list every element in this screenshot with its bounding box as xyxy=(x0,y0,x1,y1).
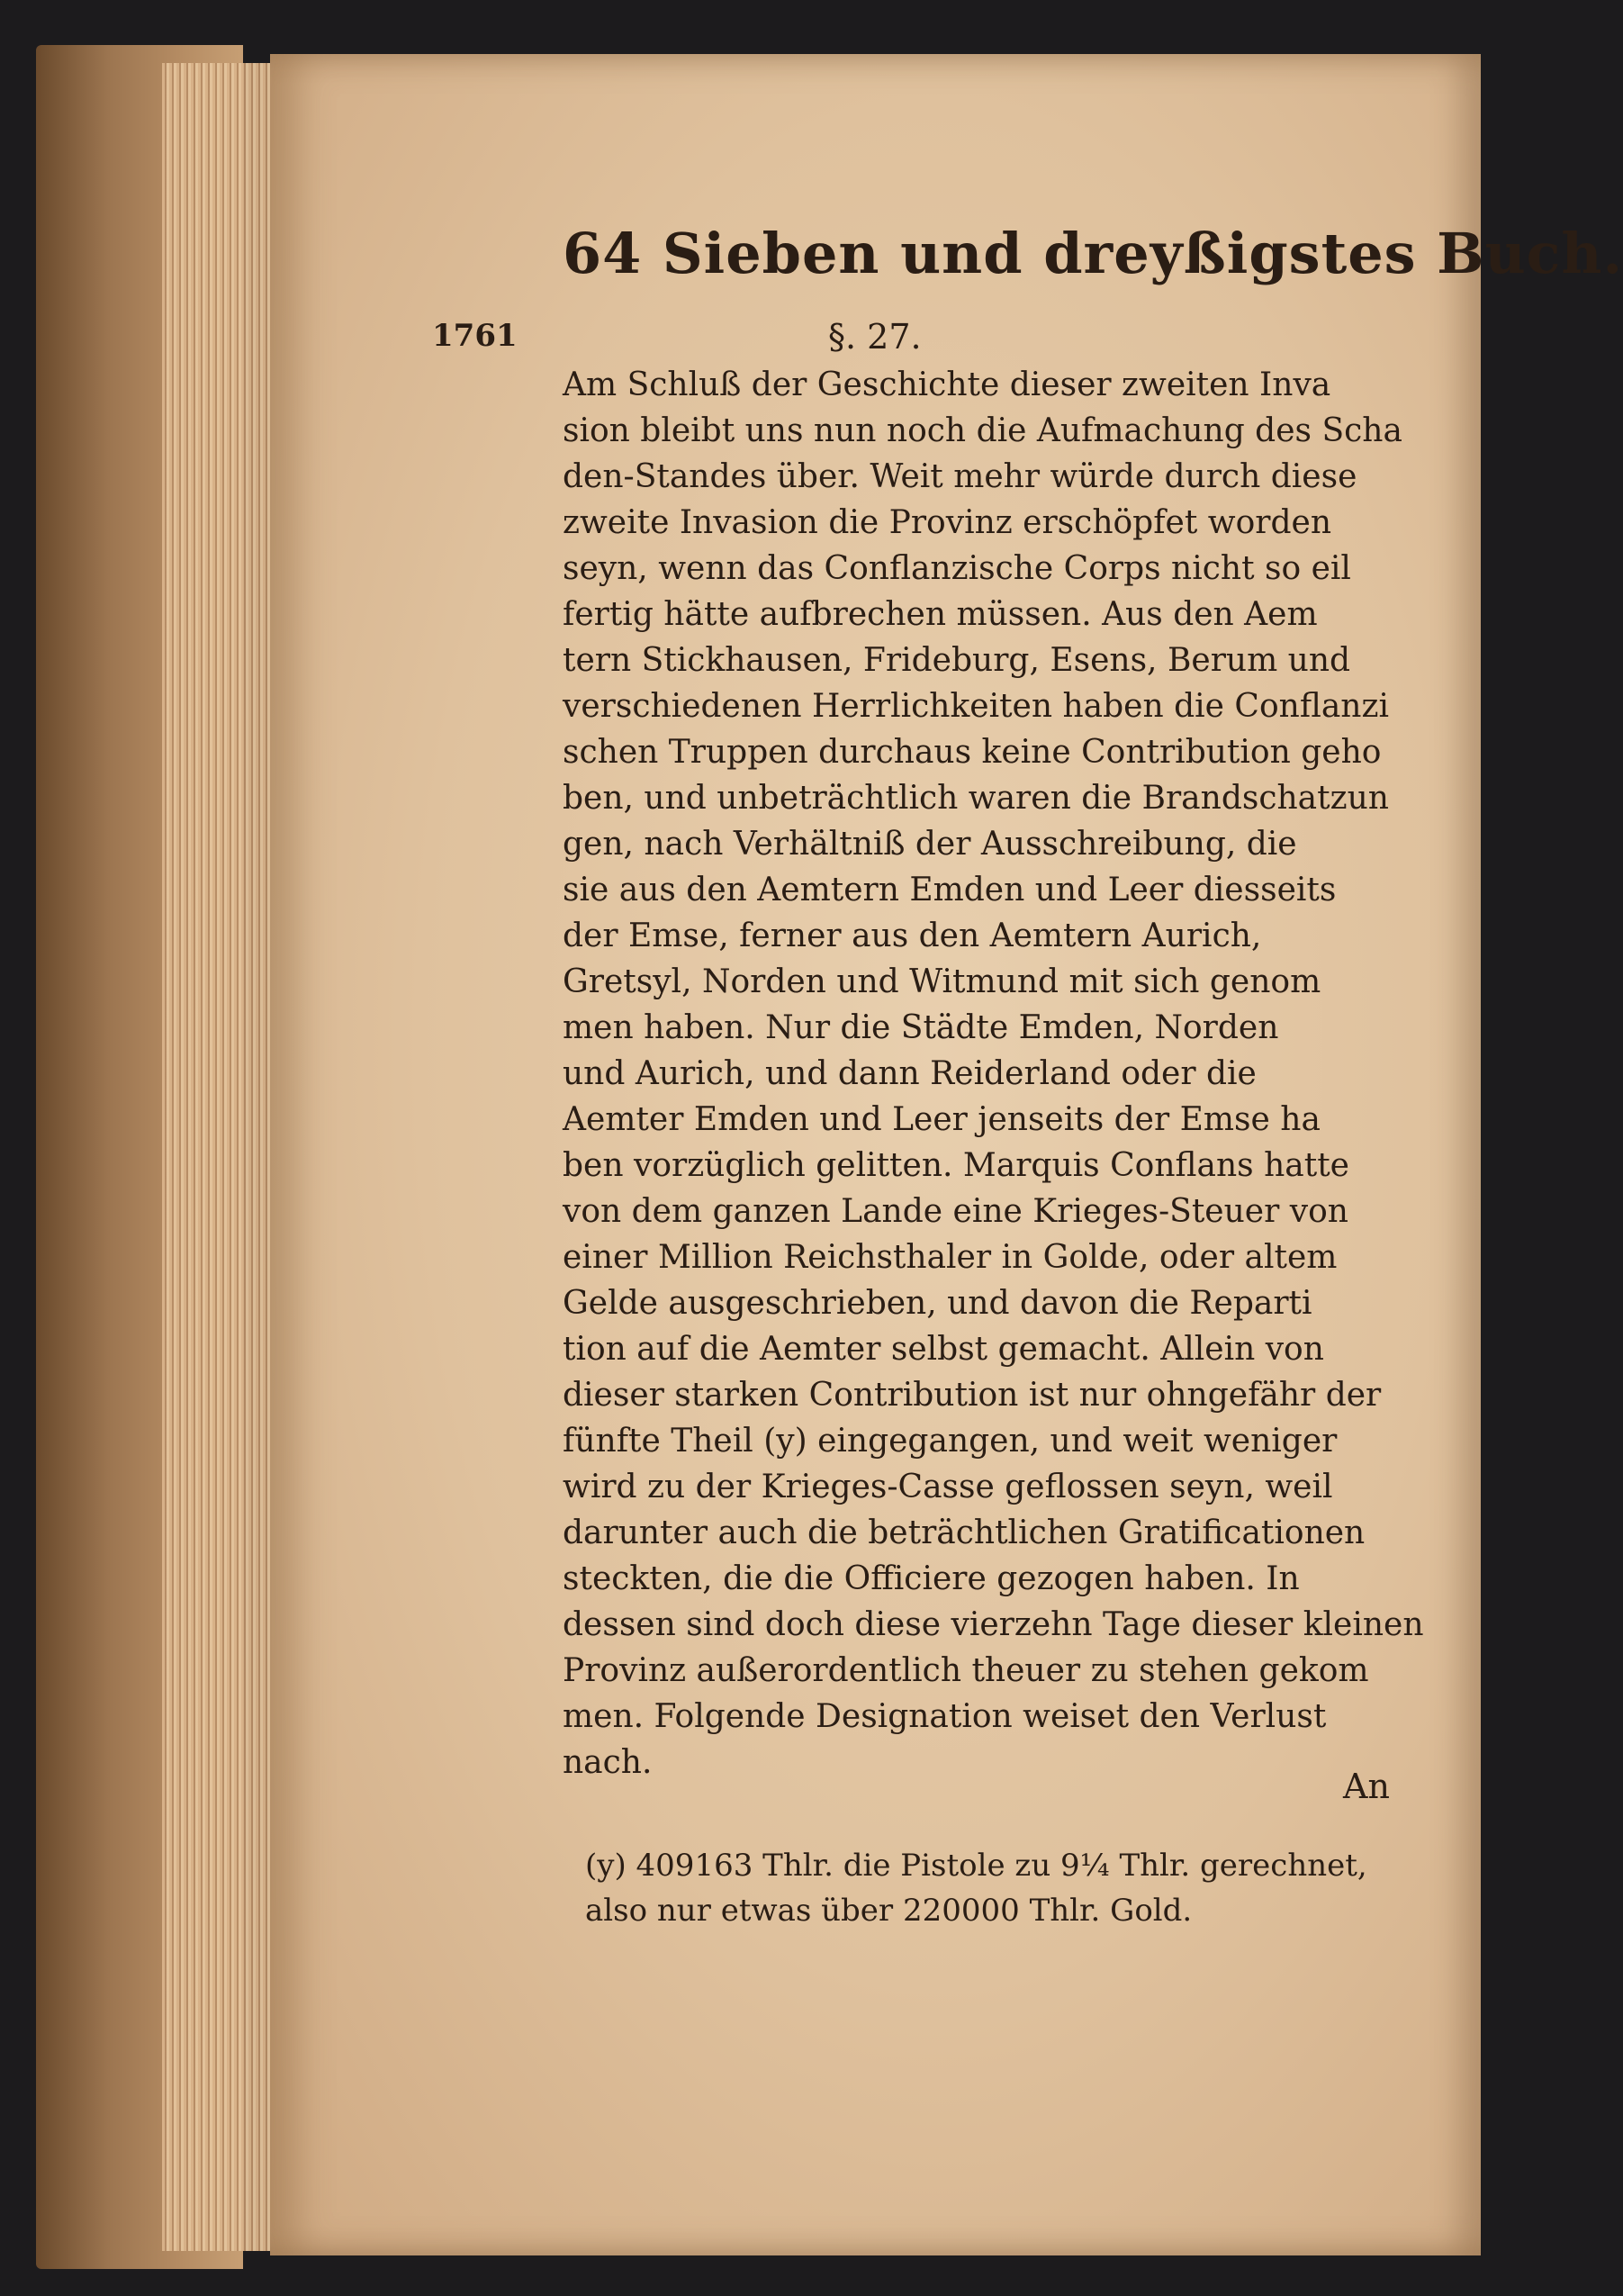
text-line: dieser starken Contribution ist nur ohngefähr der xyxy=(563,1377,1382,1414)
text-line: darunter auch die beträchtlichen Gratificationen xyxy=(563,1514,1366,1551)
text-line: seyn, wenn das Conflanzische Corps nicht so eil xyxy=(563,550,1351,587)
text-line: wird zu der Krieges-Casse geflossen seyn, weil xyxy=(563,1469,1333,1505)
text-line: nach. xyxy=(563,1744,653,1781)
text-line: steckten, die die Officiere gezogen haben. In xyxy=(563,1560,1300,1597)
text-line: den-Standes über. Weit mehr würde durch diese xyxy=(563,458,1357,495)
text-line: und Aurich, und dann Reiderland oder die xyxy=(563,1055,1257,1092)
text-line: Aemter Emden und Leer jenseits der Emse ha xyxy=(563,1101,1321,1138)
text-line: fertig hätte aufbrechen müssen. Aus den Aem xyxy=(563,596,1318,633)
text-line: Provinz außerordentlich theuer zu stehen gekom xyxy=(563,1652,1369,1689)
text-line: tern Stickhausen, Frideburg, Esens, Berum und xyxy=(563,642,1351,679)
text-line: zweite Invasion die Provinz erschöpfet worden xyxy=(563,504,1331,541)
margin-year: 1761 xyxy=(432,318,518,354)
footnote xyxy=(585,1843,1404,1933)
body-text xyxy=(563,362,1424,1785)
catchword: An xyxy=(1343,1767,1390,1806)
footnote-line: (y) 409163 Thlr. die Pistole zu 9¼ Thlr. gerechnet, xyxy=(585,1848,1367,1884)
text-line: von dem ganzen Lande eine Krieges-Steuer von xyxy=(563,1193,1348,1230)
text-line: Gretsyl, Norden und Witmund mit sich genom xyxy=(563,963,1321,1000)
text-line: Am Schluß der Geschichte dieser zweiten Inva xyxy=(563,366,1331,403)
text-line: dessen sind doch diese vierzehn Tage dieser kleinen xyxy=(563,1606,1424,1643)
text-line: ben, und unbeträchtlich waren die Brandschatzun xyxy=(563,780,1389,817)
text-line: tion auf die Aemter selbst gemacht. Allein von xyxy=(563,1331,1324,1368)
section-heading: §. 27. xyxy=(828,317,922,357)
text-line: men. Folgende Designation weiset den Verlust xyxy=(563,1698,1327,1735)
text-line: Gelde ausgeschrieben, und davon die Reparti xyxy=(563,1285,1312,1322)
running-header: 64 Sieben und dreyßigstes Buch. xyxy=(563,221,1623,286)
text-line: einer Million Reichsthaler in Golde, oder altem xyxy=(563,1239,1338,1276)
text-line: verschiedenen Herrlichkeiten haben die Conflanzi xyxy=(563,688,1389,725)
footnote-line: also nur etwas über 220000 Thlr. Gold. xyxy=(585,1893,1193,1929)
text-line: schen Truppen durchaus keine Contribution geho xyxy=(563,734,1382,771)
text-line: sion bleibt uns nun noch die Aufmachung des Scha xyxy=(563,412,1402,449)
text-line: men haben. Nur die Städte Emden, Norden xyxy=(563,1009,1279,1046)
text-line: der Emse, ferner aus den Aemtern Aurich, xyxy=(563,917,1262,954)
text-line: fünfte Theil (y) eingegangen, und weit weniger xyxy=(563,1423,1338,1460)
text-line: sie aus den Aemtern Emden und Leer diesseits xyxy=(563,872,1337,908)
text-line: gen, nach Verhältniß der Ausschreibung, die xyxy=(563,826,1297,863)
text-line: ben vorzüglich gelitten. Marquis Conflans hatte xyxy=(563,1147,1349,1184)
